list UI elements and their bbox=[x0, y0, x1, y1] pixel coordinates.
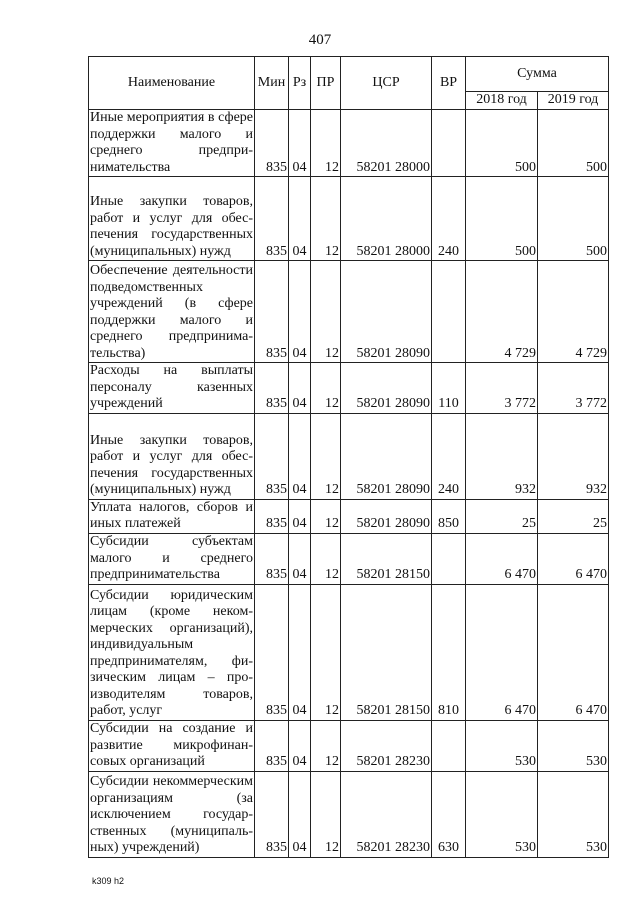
cell-2018: 530 bbox=[466, 720, 538, 771]
cell-pr: 12 bbox=[311, 499, 341, 533]
cell-name: Иные мероприятия в сфере поддержки малого и среднего предпринимательства bbox=[90, 110, 253, 175]
cell-vr bbox=[432, 261, 466, 363]
cell-vr bbox=[432, 110, 466, 177]
cell-pr: 12 bbox=[311, 261, 341, 363]
header-year-2018: 2018 год bbox=[466, 92, 538, 110]
cell-2019: 6 470 bbox=[538, 584, 609, 720]
cell-2019: 530 bbox=[538, 720, 609, 771]
cell-csr: 58201 28230 bbox=[341, 771, 432, 857]
cell-csr: 58201 28090 bbox=[341, 499, 432, 533]
cell-2019: 3 772 bbox=[538, 363, 609, 414]
cell-rz: 04 bbox=[289, 533, 311, 584]
cell-2018: 500 bbox=[466, 110, 538, 177]
cell-2018: 530 bbox=[466, 771, 538, 857]
cell-min: 835 bbox=[255, 110, 289, 177]
cell-min: 835 bbox=[255, 533, 289, 584]
cell-name: Уплата налогов, сборов и иных платежей bbox=[90, 499, 253, 531]
cell-min: 835 bbox=[255, 363, 289, 414]
cell-2018: 4 729 bbox=[466, 261, 538, 363]
cell-2018: 500 bbox=[466, 177, 538, 261]
cell-csr: 58201 28000 bbox=[341, 110, 432, 177]
cell-pr: 12 bbox=[311, 177, 341, 261]
table-row bbox=[89, 584, 609, 720]
budget-table bbox=[88, 56, 609, 858]
cell-csr: 58201 28090 bbox=[341, 363, 432, 414]
table-row bbox=[89, 720, 609, 771]
cell-min: 835 bbox=[255, 413, 289, 499]
cell-pr: 12 bbox=[311, 363, 341, 414]
table-row bbox=[89, 261, 609, 363]
header-csr: ЦСР bbox=[341, 57, 432, 110]
cell-vr: 630 bbox=[432, 771, 466, 857]
cell-csr: 58201 28150 bbox=[341, 533, 432, 584]
cell-rz: 04 bbox=[289, 499, 311, 533]
table-body bbox=[89, 110, 609, 858]
cell-name: Субсидии юридическим лицам (кроме некоммерческих организаций), индивидуальным предпринимателям, физическим лицам – производителям товаров, работ, услуг bbox=[89, 584, 255, 720]
cell-rz: 04 bbox=[289, 261, 311, 363]
cell-vr: 810 bbox=[432, 584, 466, 720]
header-year-2019: 2019 год bbox=[538, 92, 609, 110]
header-name: Наименование bbox=[89, 57, 255, 110]
cell-pr: 12 bbox=[311, 413, 341, 499]
cell-name: Субсидии некоммерческим организациям (за исключением государственных (муниципальных) учреждений) bbox=[89, 771, 255, 857]
cell-name: Обеспечение деятельности подведомственных учреждений (в сфере поддержки малого и среднего предпринимательства) bbox=[89, 261, 255, 363]
header-vr: ВР bbox=[432, 57, 466, 110]
header-min: Мин bbox=[255, 57, 289, 110]
cell-2018: 3 772 bbox=[466, 363, 538, 414]
cell-2019: 6 470 bbox=[538, 533, 609, 584]
cell-2019: 25 bbox=[538, 499, 609, 533]
cell-csr: 58201 28150 bbox=[341, 584, 432, 720]
cell-name: Расходы на выплаты персоналу казенных учреждений bbox=[90, 363, 253, 411]
cell-rz: 04 bbox=[289, 177, 311, 261]
cell-2018: 6 470 bbox=[466, 533, 538, 584]
cell-vr: 110 bbox=[432, 363, 466, 414]
cell-rz: 04 bbox=[289, 771, 311, 857]
cell-csr: 58201 28090 bbox=[341, 413, 432, 499]
cell-2019: 932 bbox=[538, 413, 609, 499]
cell-name: Иные закупки товаров, работ и услуг для обеспечения государственных (муниципальных) нужд bbox=[89, 177, 255, 261]
table-row bbox=[89, 533, 609, 584]
cell-min: 835 bbox=[255, 177, 289, 261]
cell-min: 835 bbox=[255, 499, 289, 533]
cell-vr: 240 bbox=[432, 413, 466, 499]
table-row bbox=[89, 499, 609, 533]
table-row bbox=[89, 413, 609, 499]
cell-csr: 58201 28090 bbox=[341, 261, 432, 363]
table-row bbox=[89, 177, 609, 261]
cell-pr: 12 bbox=[311, 110, 341, 177]
cell-2018: 6 470 bbox=[466, 584, 538, 720]
page-number: 407 bbox=[308, 32, 332, 48]
cell-2019: 500 bbox=[538, 110, 609, 177]
cell-min: 835 bbox=[255, 261, 289, 363]
cell-vr bbox=[432, 533, 466, 584]
cell-min: 835 bbox=[255, 584, 289, 720]
cell-rz: 04 bbox=[289, 413, 311, 499]
table-row bbox=[89, 363, 609, 414]
header-sum: Сумма bbox=[466, 57, 609, 92]
cell-rz: 04 bbox=[289, 363, 311, 414]
cell-rz: 04 bbox=[289, 720, 311, 771]
cell-name: Субсидии субъектам малого и среднего предпринимательства bbox=[90, 534, 253, 582]
cell-2019: 530 bbox=[538, 771, 609, 857]
cell-vr bbox=[432, 720, 466, 771]
cell-vr: 240 bbox=[432, 177, 466, 261]
cell-rz: 04 bbox=[289, 584, 311, 720]
cell-2019: 500 bbox=[538, 177, 609, 261]
cell-2018: 932 bbox=[466, 413, 538, 499]
cell-min: 835 bbox=[255, 771, 289, 857]
cell-pr: 12 bbox=[311, 533, 341, 584]
cell-rz: 04 bbox=[289, 110, 311, 177]
cell-pr: 12 bbox=[311, 771, 341, 857]
cell-csr: 58201 28000 bbox=[341, 177, 432, 261]
header-pr: ПР bbox=[311, 57, 341, 110]
cell-2019: 4 729 bbox=[538, 261, 609, 363]
cell-vr: 850 bbox=[432, 499, 466, 533]
cell-csr: 58201 28230 bbox=[341, 720, 432, 771]
footer-code: k309 h2 bbox=[92, 876, 125, 886]
table-row bbox=[89, 110, 609, 177]
cell-2018: 25 bbox=[466, 499, 538, 533]
table-row bbox=[89, 771, 609, 857]
cell-name: Иные закупки товаров, работ и услуг для обеспечения государственных (муниципальных) нужд bbox=[89, 413, 255, 499]
cell-min: 835 bbox=[255, 720, 289, 771]
header-rz: Рз bbox=[289, 57, 311, 110]
cell-name: Субсидии на создание и развитие микрофинансовых организаций bbox=[90, 721, 253, 769]
cell-pr: 12 bbox=[311, 584, 341, 720]
cell-pr: 12 bbox=[311, 720, 341, 771]
